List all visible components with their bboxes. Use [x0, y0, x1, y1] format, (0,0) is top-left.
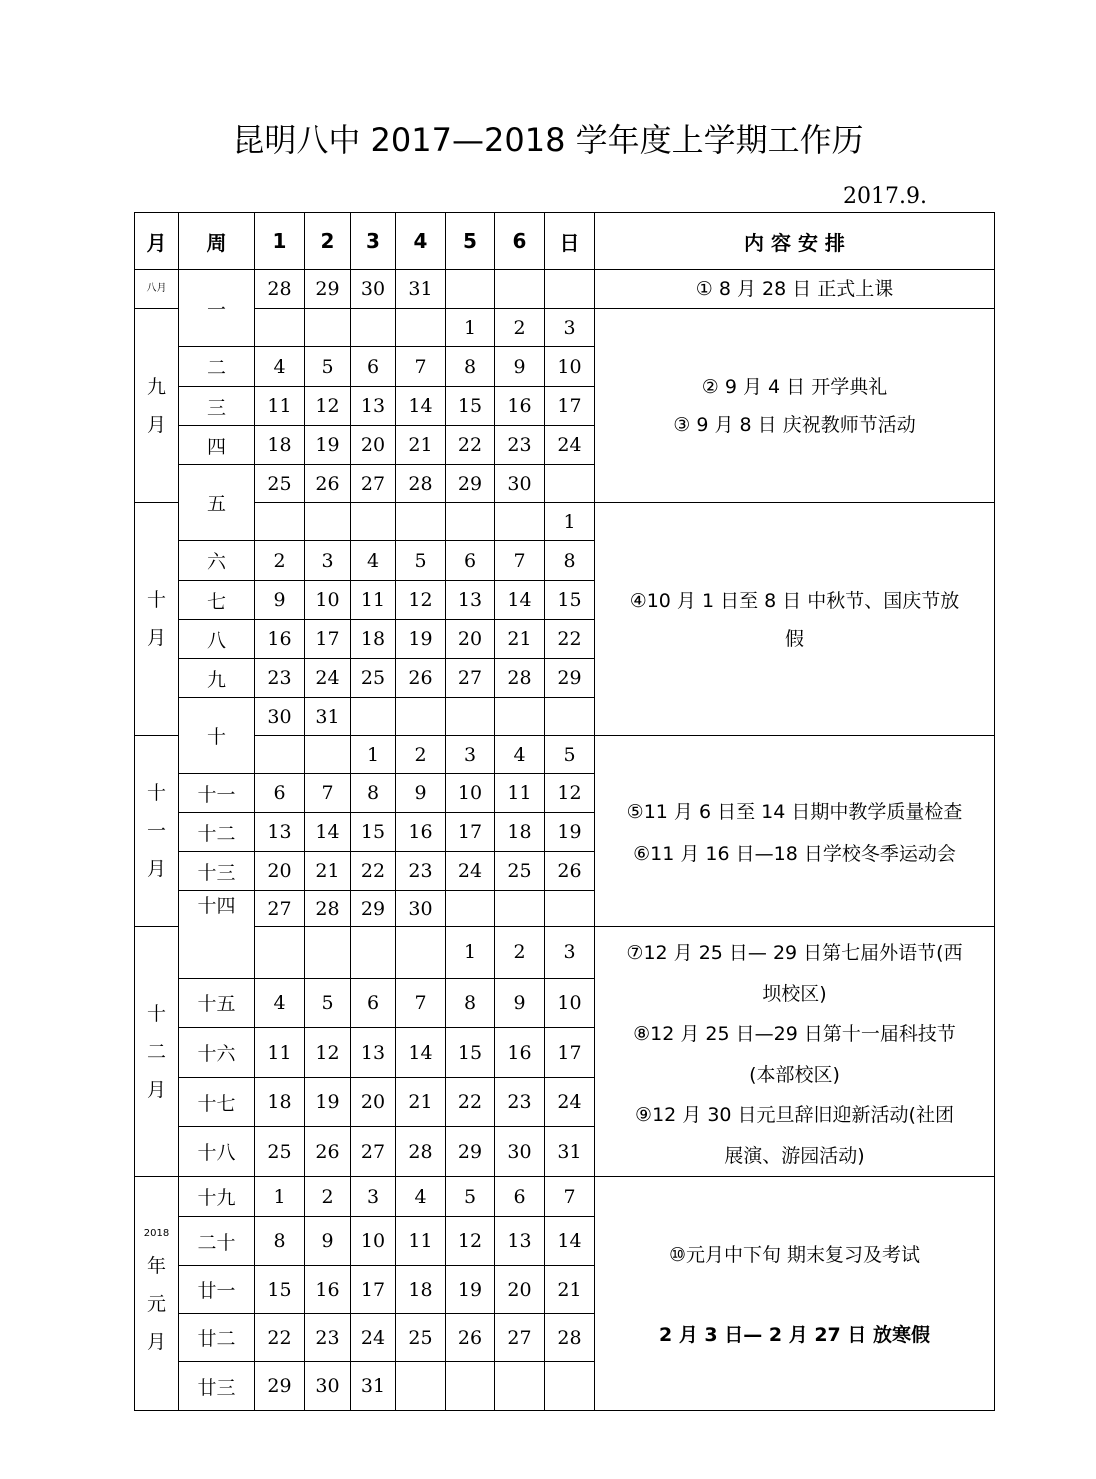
- day-cell: [305, 736, 351, 774]
- day-cell: [351, 309, 396, 347]
- day-cell: 6: [495, 1177, 545, 1217]
- day-cell: 10: [446, 774, 495, 813]
- day-cell: 22: [255, 1314, 305, 1362]
- calendar-table: [134, 212, 995, 1411]
- day-cell: 3: [545, 309, 595, 347]
- day-cell: 16: [495, 387, 545, 426]
- day-cell: 15: [351, 813, 396, 852]
- day-cell: 12: [446, 1217, 495, 1266]
- day-cell: 27: [351, 465, 396, 503]
- week-cell: 二十: [179, 1217, 255, 1266]
- day-cell: 22: [545, 620, 595, 659]
- week-cell: 四: [179, 426, 255, 465]
- header-day: 3: [351, 213, 396, 270]
- day-cell: 29: [255, 1362, 305, 1411]
- day-cell: 21: [396, 426, 446, 465]
- month-char: 十: [146, 782, 166, 804]
- day-cell: 26: [396, 659, 446, 698]
- day-cell: 18: [495, 813, 545, 852]
- day-cell: 18: [255, 426, 305, 465]
- day-cell: 21: [545, 1266, 595, 1314]
- week-cell: 七: [179, 581, 255, 620]
- day-cell: [545, 698, 595, 736]
- day-cell: [495, 1362, 545, 1411]
- day-cell: 5: [446, 1177, 495, 1217]
- day-cell: 9: [396, 774, 446, 813]
- day-cell: 4: [255, 978, 305, 1028]
- day-cell: [446, 698, 495, 736]
- day-cell: 29: [446, 465, 495, 503]
- day-cell: 25: [255, 465, 305, 503]
- day-cell: [305, 927, 351, 979]
- day-cell: 2: [305, 1177, 351, 1217]
- day-cell: 1: [351, 736, 396, 774]
- day-cell: 26: [305, 1127, 351, 1177]
- content-line: ⑥11 月 16 日—18 日学校冬季运动会: [633, 843, 956, 865]
- day-cell: [446, 891, 495, 927]
- day-cell: 6: [351, 978, 396, 1028]
- day-cell: 5: [305, 978, 351, 1028]
- week-cell: 十五: [179, 978, 255, 1028]
- day-cell: 8: [446, 347, 495, 387]
- day-cell: 11: [396, 1217, 446, 1266]
- day-cell: 13: [255, 813, 305, 852]
- day-cell: 10: [545, 347, 595, 387]
- day-cell: 26: [305, 465, 351, 503]
- week-cell: 十六: [179, 1028, 255, 1078]
- day-cell: 8: [255, 1217, 305, 1266]
- content-line: ① 8 月 28 日 正式上课: [695, 278, 894, 300]
- day-cell: 14: [396, 1028, 446, 1078]
- day-cell: 30: [396, 891, 446, 927]
- day-cell: [446, 1362, 495, 1411]
- day-cell: 27: [351, 1127, 396, 1177]
- day-cell: 24: [545, 1077, 595, 1127]
- content-line: ⑩元月中下旬 期末复习及考试: [668, 1243, 921, 1266]
- day-cell: [305, 503, 351, 541]
- day-cell: 4: [255, 347, 305, 387]
- content-line: ⑧12 月 25 日—29 日第十一届科技节: [633, 1023, 956, 1045]
- content-jan: [595, 1177, 995, 1411]
- day-cell: 20: [351, 426, 396, 465]
- week-cell: 十: [179, 698, 255, 774]
- month-char: 月: [146, 627, 166, 649]
- day-cell: 11: [255, 1028, 305, 1078]
- day-cell: 31: [351, 1362, 396, 1411]
- day-cell: 9: [495, 347, 545, 387]
- day-cell: [396, 309, 446, 347]
- week-cell: 五: [179, 465, 255, 541]
- content-line: ④10 月 1 日至 8 日 中秋节、国庆节放: [629, 590, 960, 612]
- day-cell: 13: [351, 1028, 396, 1078]
- day-cell: 19: [305, 426, 351, 465]
- day-cell: 2: [396, 736, 446, 774]
- week-cell: 九: [179, 659, 255, 698]
- issue-date: 2017.9.: [843, 184, 927, 209]
- day-cell: 4: [495, 736, 545, 774]
- week-cell: 十四: [179, 891, 255, 979]
- day-cell: 22: [446, 1077, 495, 1127]
- day-cell: 22: [351, 852, 396, 891]
- header-day: 日: [545, 213, 595, 270]
- day-cell: 19: [446, 1266, 495, 1314]
- month-char: 月: [146, 1330, 166, 1353]
- day-cell: 1: [446, 927, 495, 979]
- day-cell: 29: [446, 1127, 495, 1177]
- week-cell: 十八: [179, 1127, 255, 1177]
- day-cell: 20: [255, 852, 305, 891]
- header-month: 月: [135, 213, 179, 270]
- day-cell: 30: [495, 465, 545, 503]
- day-cell: [255, 927, 305, 979]
- week-cell: 三: [179, 387, 255, 426]
- day-cell: 23: [396, 852, 446, 891]
- day-cell: 18: [255, 1077, 305, 1127]
- day-cell: 20: [446, 620, 495, 659]
- day-cell: 13: [351, 387, 396, 426]
- day-cell: 8: [351, 774, 396, 813]
- day-cell: [545, 270, 595, 309]
- day-cell: 23: [305, 1314, 351, 1362]
- day-cell: 18: [396, 1266, 446, 1314]
- table-row: [135, 736, 995, 774]
- day-cell: 3: [305, 541, 351, 581]
- month-char: 十: [146, 589, 166, 611]
- day-cell: 17: [545, 1028, 595, 1078]
- week-cell: 十二: [179, 813, 255, 852]
- month-cell-dec: [135, 927, 179, 1177]
- content-line: ⑤11 月 6 日至 14 日期中教学质量检查: [626, 801, 963, 823]
- day-cell: 10: [351, 1217, 396, 1266]
- week-cell: 廿三: [179, 1362, 255, 1411]
- week-cell: 廿二: [179, 1314, 255, 1362]
- day-cell: 21: [305, 852, 351, 891]
- day-cell: 7: [545, 1177, 595, 1217]
- day-cell: 16: [255, 620, 305, 659]
- day-cell: 9: [255, 581, 305, 620]
- day-cell: [396, 927, 446, 979]
- day-cell: 2: [495, 927, 545, 979]
- day-cell: 29: [305, 270, 351, 309]
- day-cell: [495, 503, 545, 541]
- month-cell-aug: 八月: [135, 270, 179, 309]
- content-aug: [595, 270, 995, 309]
- day-cell: 23: [255, 659, 305, 698]
- day-cell: 12: [396, 581, 446, 620]
- content-line: ② 9 月 4 日 开学典礼: [701, 375, 888, 398]
- day-cell: [495, 891, 545, 927]
- day-cell: 1: [255, 1177, 305, 1217]
- header-day: 1: [255, 213, 305, 270]
- day-cell: 31: [545, 1127, 595, 1177]
- content-line: ⑨12 月 30 日元旦辞旧迎新活动(社团: [635, 1104, 954, 1126]
- week-cell: 廿一: [179, 1266, 255, 1314]
- day-cell: 25: [255, 1127, 305, 1177]
- week-cell: 二: [179, 347, 255, 387]
- table-row: [135, 309, 995, 347]
- week-cell: 十一: [179, 774, 255, 813]
- day-cell: [396, 698, 446, 736]
- day-cell: 13: [495, 1217, 545, 1266]
- day-cell: 21: [495, 620, 545, 659]
- day-cell: 10: [545, 978, 595, 1028]
- day-cell: [396, 1362, 446, 1411]
- header-day: 2: [305, 213, 351, 270]
- header-day: 5: [446, 213, 495, 270]
- day-cell: 11: [351, 581, 396, 620]
- day-cell: 23: [495, 1077, 545, 1127]
- day-cell: 7: [396, 347, 446, 387]
- month-char: 月: [146, 858, 166, 880]
- day-cell: 11: [255, 387, 305, 426]
- month-char: 九: [146, 375, 166, 398]
- day-cell: [446, 503, 495, 541]
- header-day: 6: [495, 213, 545, 270]
- day-cell: 9: [305, 1217, 351, 1266]
- week-cell: 六: [179, 541, 255, 581]
- day-cell: 23: [495, 426, 545, 465]
- day-cell: [351, 503, 396, 541]
- day-cell: 5: [396, 541, 446, 581]
- day-cell: 29: [545, 659, 595, 698]
- header-day: 4: [396, 213, 446, 270]
- day-cell: 26: [446, 1314, 495, 1362]
- page-title: 昆明八中 2017—2018 学年度上学期工作历: [232, 121, 864, 159]
- day-cell: [351, 698, 396, 736]
- day-cell: 20: [495, 1266, 545, 1314]
- content-oct: [595, 503, 995, 736]
- day-cell: 31: [396, 270, 446, 309]
- content-line: 坝校区): [762, 982, 827, 1005]
- header-row: [135, 213, 995, 270]
- day-cell: 25: [396, 1314, 446, 1362]
- day-cell: 30: [495, 1127, 545, 1177]
- day-cell: 17: [351, 1266, 396, 1314]
- day-cell: 1: [545, 503, 595, 541]
- day-cell: 27: [495, 1314, 545, 1362]
- day-cell: [351, 927, 396, 979]
- header-week: 周: [179, 213, 255, 270]
- day-cell: 14: [495, 581, 545, 620]
- month-char: 年: [146, 1254, 166, 1277]
- content-line: ③ 9 月 8 日 庆祝教师节活动: [673, 413, 916, 436]
- day-cell: 12: [305, 387, 351, 426]
- day-cell: 15: [255, 1266, 305, 1314]
- month-char: 二: [146, 1040, 166, 1063]
- day-cell: 19: [305, 1077, 351, 1127]
- day-cell: 5: [305, 347, 351, 387]
- day-cell: 22: [446, 426, 495, 465]
- content-line: 2 月 3 日— 2 月 27 日 放寒假: [658, 1323, 931, 1346]
- day-cell: 6: [446, 541, 495, 581]
- week-cell: 十三: [179, 852, 255, 891]
- day-cell: [255, 503, 305, 541]
- day-cell: 6: [351, 347, 396, 387]
- day-cell: 25: [351, 659, 396, 698]
- day-cell: 3: [545, 927, 595, 979]
- month-char: 月: [146, 1078, 166, 1101]
- day-cell: 28: [396, 1127, 446, 1177]
- day-cell: 12: [545, 774, 595, 813]
- day-cell: 4: [396, 1177, 446, 1217]
- day-cell: 26: [545, 852, 595, 891]
- day-cell: 16: [305, 1266, 351, 1314]
- day-cell: [545, 1362, 595, 1411]
- day-cell: 28: [255, 270, 305, 309]
- day-cell: [495, 698, 545, 736]
- month-char: 十: [146, 1002, 166, 1025]
- day-cell: 17: [305, 620, 351, 659]
- day-cell: 19: [396, 620, 446, 659]
- day-cell: [545, 465, 595, 503]
- day-cell: 24: [545, 426, 595, 465]
- day-cell: 30: [305, 1362, 351, 1411]
- day-cell: 8: [446, 978, 495, 1028]
- day-cell: 5: [545, 736, 595, 774]
- day-cell: 21: [396, 1077, 446, 1127]
- day-cell: 10: [305, 581, 351, 620]
- day-cell: 31: [305, 698, 351, 736]
- month-year: 2018: [143, 1227, 170, 1239]
- day-cell: 15: [446, 1028, 495, 1078]
- day-cell: [446, 270, 495, 309]
- content-sep: [595, 309, 995, 503]
- content-nov: [595, 736, 995, 927]
- month-cell-sep: [135, 309, 179, 503]
- week-cell: 八: [179, 620, 255, 659]
- day-cell: 28: [396, 465, 446, 503]
- day-cell: 8: [545, 541, 595, 581]
- month-char: 月: [146, 413, 166, 436]
- header-content: 内 容 安 排: [595, 213, 995, 270]
- day-cell: 14: [396, 387, 446, 426]
- day-cell: 7: [305, 774, 351, 813]
- day-cell: 20: [351, 1077, 396, 1127]
- month-cell-oct: [135, 503, 179, 736]
- day-cell: 12: [305, 1028, 351, 1078]
- day-cell: 28: [495, 659, 545, 698]
- day-cell: 9: [495, 978, 545, 1028]
- table-row: [135, 927, 995, 979]
- day-cell: 16: [495, 1028, 545, 1078]
- day-cell: 28: [545, 1314, 595, 1362]
- day-cell: 15: [446, 387, 495, 426]
- content-line: (本部校区): [749, 1063, 840, 1086]
- day-cell: 28: [305, 891, 351, 927]
- day-cell: 27: [255, 891, 305, 927]
- week-cell: 十九: [179, 1177, 255, 1217]
- day-cell: 30: [255, 698, 305, 736]
- day-cell: 7: [396, 978, 446, 1028]
- day-cell: 7: [495, 541, 545, 581]
- table-row: [135, 270, 995, 309]
- day-cell: 6: [255, 774, 305, 813]
- day-cell: 17: [545, 387, 595, 426]
- week-cell: 十七: [179, 1077, 255, 1127]
- day-cell: 19: [545, 813, 595, 852]
- table-row: [135, 1177, 995, 1217]
- month-cell-nov: [135, 736, 179, 927]
- table-row: [135, 503, 995, 541]
- day-cell: 24: [351, 1314, 396, 1362]
- day-cell: [545, 891, 595, 927]
- day-cell: [255, 309, 305, 347]
- month-cell-jan: [135, 1177, 179, 1411]
- day-cell: 25: [495, 852, 545, 891]
- day-cell: 4: [351, 541, 396, 581]
- content-dec: [595, 927, 995, 1177]
- day-cell: 29: [351, 891, 396, 927]
- month-char: 元: [146, 1292, 166, 1315]
- week-cell: 一: [179, 270, 255, 347]
- day-cell: 17: [446, 813, 495, 852]
- day-cell: 2: [495, 309, 545, 347]
- day-cell: 16: [396, 813, 446, 852]
- day-cell: 27: [446, 659, 495, 698]
- content-line: ⑦12 月 25 日— 29 日第七届外语节(西: [626, 942, 963, 964]
- day-cell: 1: [446, 309, 495, 347]
- day-cell: 2: [255, 541, 305, 581]
- day-cell: 13: [446, 581, 495, 620]
- day-cell: 14: [305, 813, 351, 852]
- day-cell: [255, 736, 305, 774]
- day-cell: 3: [351, 1177, 396, 1217]
- day-cell: 11: [495, 774, 545, 813]
- day-cell: [396, 503, 446, 541]
- content-line: 假: [784, 628, 804, 650]
- day-cell: [495, 270, 545, 309]
- day-cell: 18: [351, 620, 396, 659]
- day-cell: 15: [545, 581, 595, 620]
- day-cell: 3: [446, 736, 495, 774]
- day-cell: [305, 309, 351, 347]
- content-line: 展演、游园活动): [724, 1144, 865, 1167]
- day-cell: 30: [351, 270, 396, 309]
- month-char: 一: [146, 820, 166, 842]
- day-cell: 24: [305, 659, 351, 698]
- day-cell: 14: [545, 1217, 595, 1266]
- day-cell: 24: [446, 852, 495, 891]
